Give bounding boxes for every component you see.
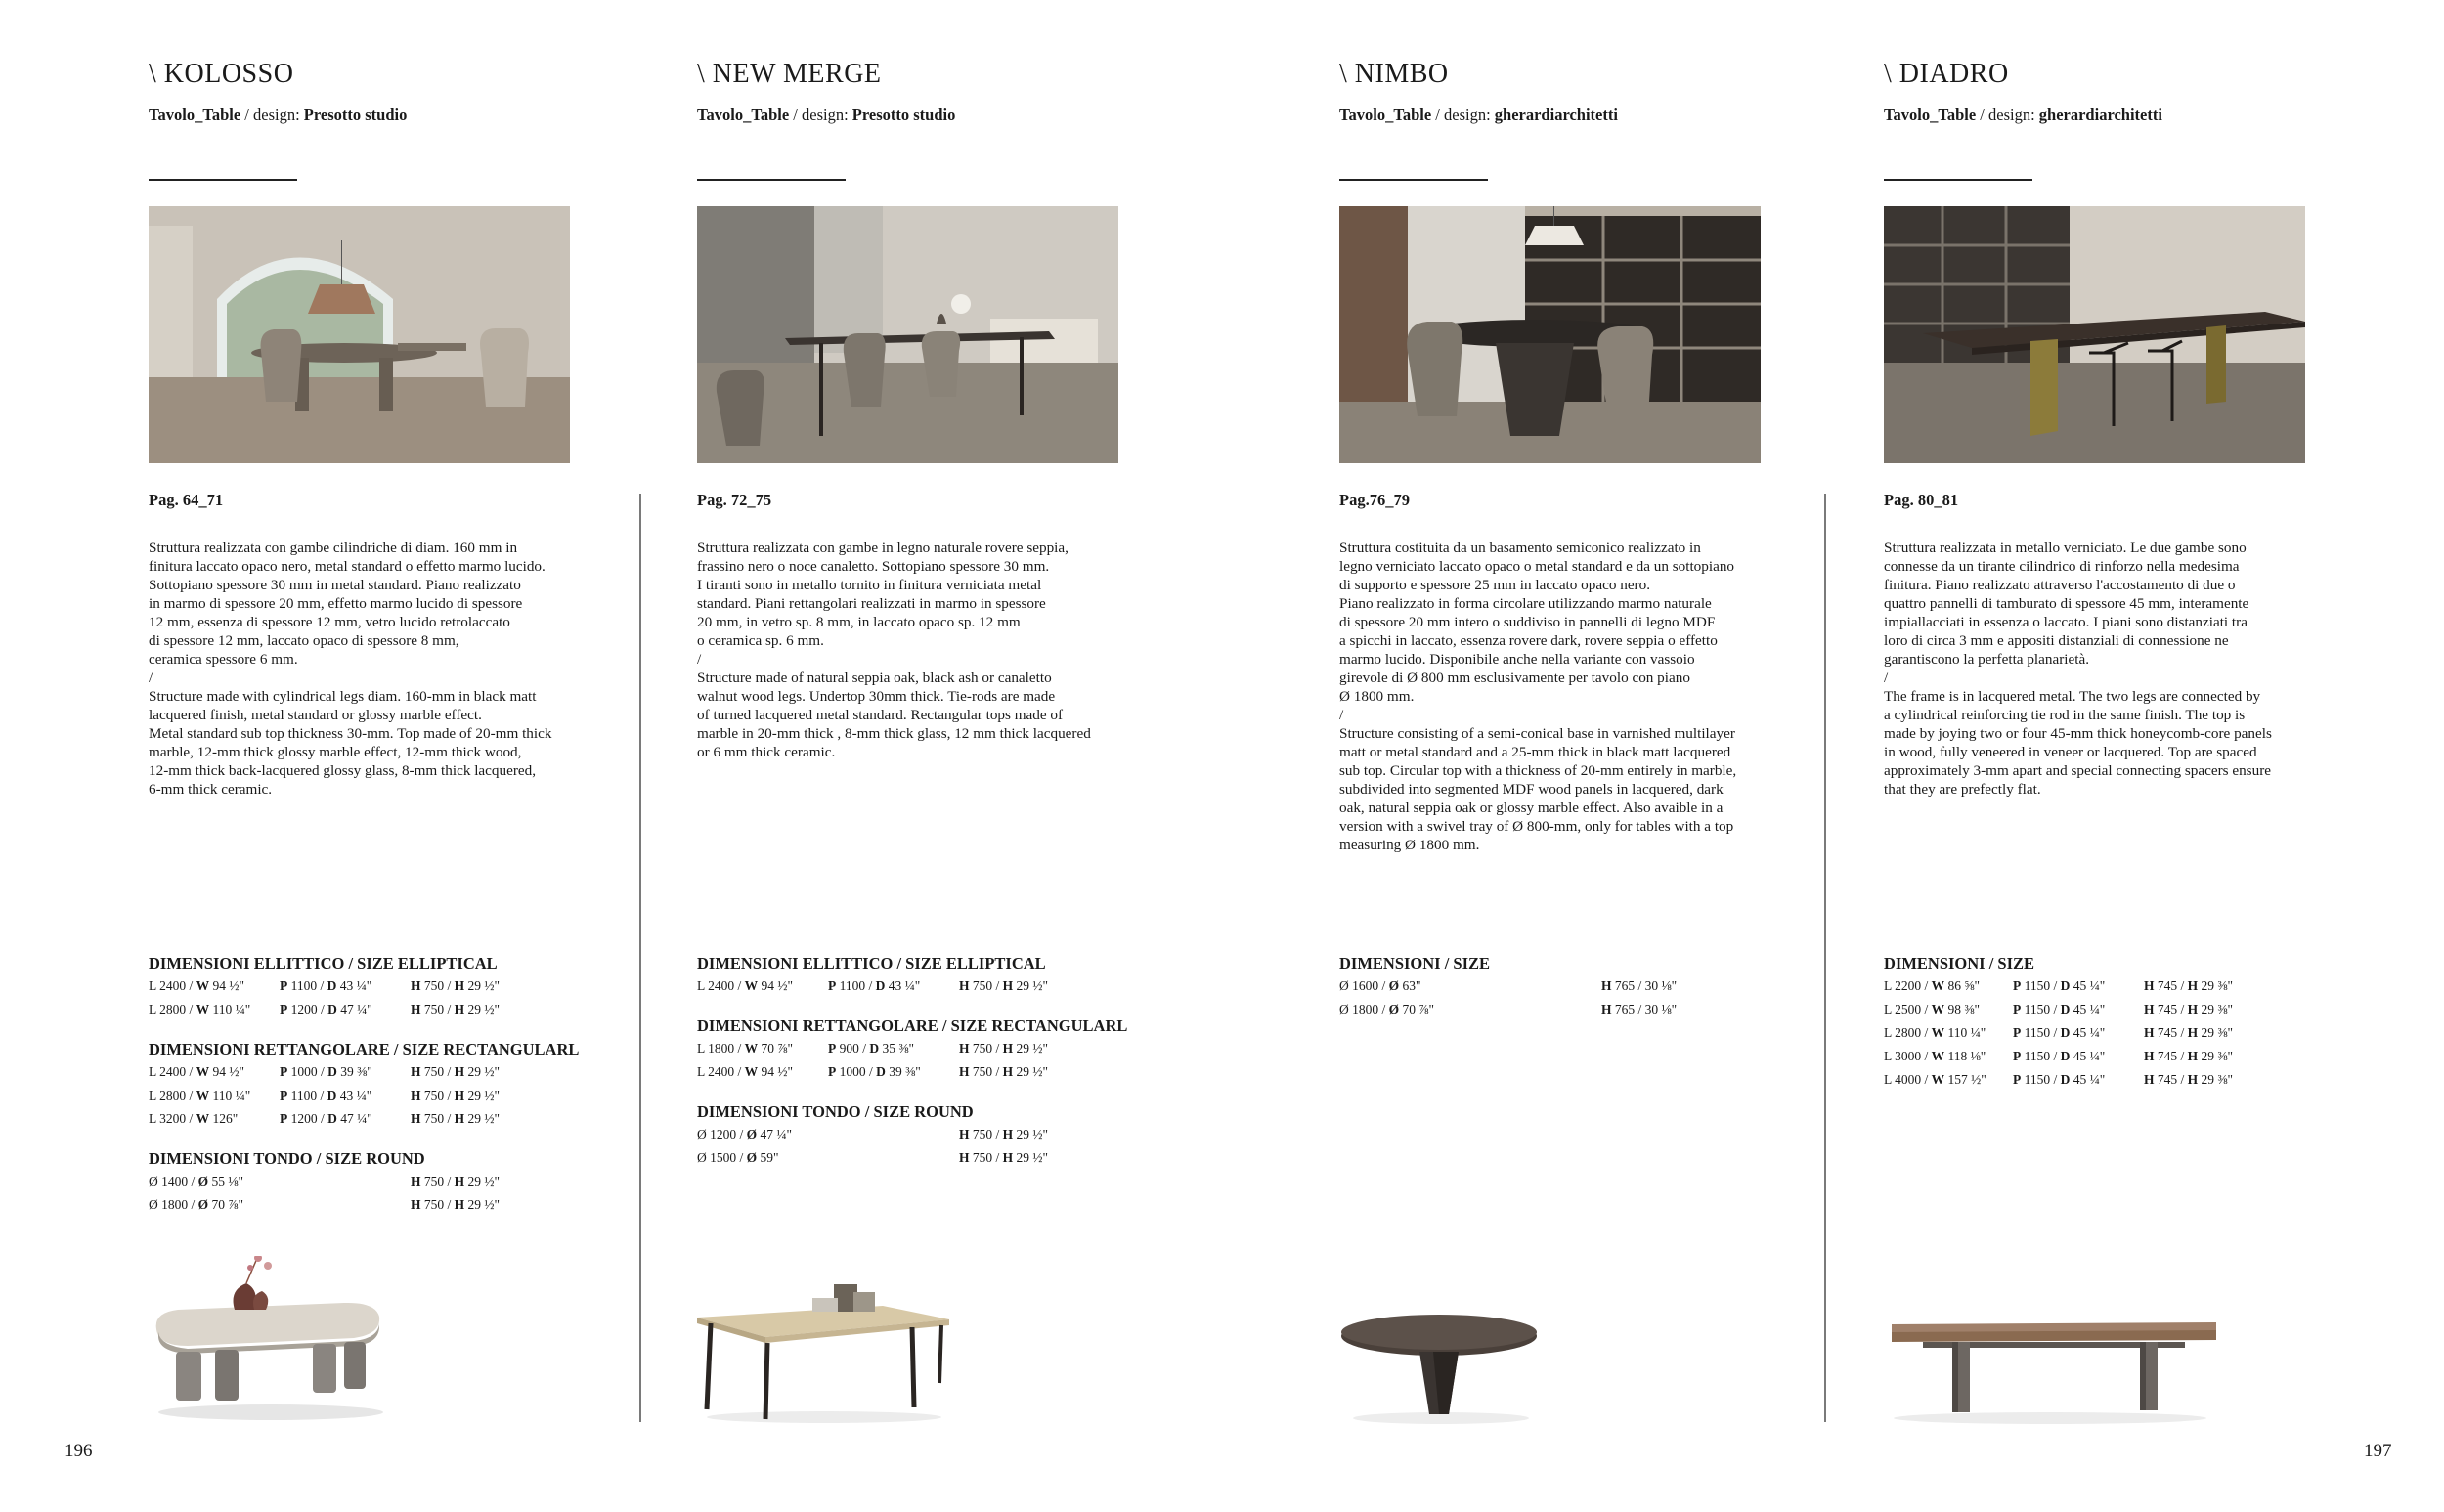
dimension-value: P 1100 / D 43 ¼"	[280, 1088, 372, 1102]
description	[149, 539, 618, 799]
dimension-row	[697, 1123, 1127, 1146]
dimension-row	[149, 1084, 579, 1107]
dimension-value: P 1150 / D 45 ¼"	[2013, 1025, 2106, 1040]
dimension-value: H 750 / H 29 ½"	[411, 1174, 501, 1188]
dimension-heading: DIMENSIONI TONDO / SIZE ROUND	[697, 1102, 974, 1121]
dimension-value: H 750 / H 29 ½"	[411, 1002, 501, 1016]
dimension-value: H 750 / H 29 ½"	[959, 978, 1049, 993]
dimension-value: L 2400 / W 94 ½"	[149, 1064, 245, 1079]
description-separator: /	[149, 670, 153, 686]
description-italian: Struttura realizzata con gambe cilindriche di diam. 160 mm in finitura laccato opaco nero, metal standard o effetto marmo lucido. Sottopiano spessore 30 mm in metal standard. Piano realizzato in marmo di spessore 20 mm, effetto marmo lucido di spessore 12 mm, essenza di spessore 12 mm, vetro lucido retrolaccato di spessore 12 mm, laccato opaco di spessore 8 mm, ceramica spessore 6 mm.	[149, 540, 546, 668]
page-number-right: 197	[2364, 1441, 2392, 1461]
dimension-value: H 750 / H 29 ½"	[411, 1088, 501, 1102]
dimension-value: H 745 / H 29 ⅜"	[2144, 978, 2234, 993]
dimension-row	[149, 1060, 579, 1084]
title-rule	[149, 179, 297, 181]
product-subtitle: Tavolo_Table / design: Presotto studio	[149, 106, 408, 124]
dimension-value: L 4000 / W 157 ½"	[1884, 1072, 1986, 1087]
product-subtitle: Tavolo_Table / design: gherardiarchitetti	[1884, 106, 2162, 124]
dimension-value: L 3200 / W 126"	[149, 1111, 239, 1126]
dimension-value: Ø 1800 / Ø 70 ⅞"	[149, 1197, 244, 1212]
page-reference: Pag.76_79	[1339, 491, 1410, 509]
dimension-value: H 765 / 30 ⅛"	[1601, 978, 1678, 993]
description-english: The frame is in lacquered metal. The two legs are connected by a cylindrical reinforcing tie rod in the same finish. The top is made by joying two or four 45-mm thick honeycomb-core panels in wood, fully veneered in veneer or lacquered. Top are spaced approximately 3-mm apart and special connecting spacers ensure that they are prefectly flat.	[1884, 688, 2272, 798]
dimension-row	[697, 974, 1127, 998]
page-number-left: 196	[65, 1441, 93, 1461]
description-english: Structure made with cylindrical legs diam. 160-mm in black matt lacquered finish, metal standard or glossy marble effect. Metal standard sub top thickness 30-mm. Top made of 20-mm thick marble, 12-mm thick glossy marble effect, 12-mm thick wood, 12-mm thick back-lacquered glossy glass, 8-mm thick lacquered, 6-mm thick ceramic.	[149, 688, 552, 798]
dimension-value: Ø 1600 / Ø 63"	[1339, 978, 1421, 993]
dimension-value: P 1200 / D 47 ¼"	[280, 1002, 372, 1016]
dimension-value: L 2200 / W 86 ⅝"	[1884, 978, 1981, 993]
product-kolosso	[149, 0, 628, 1512]
dimension-value: Ø 1500 / Ø 59"	[697, 1150, 779, 1165]
dimension-value: H 745 / H 29 ⅜"	[2144, 1002, 2234, 1016]
dimension-value: P 1150 / D 45 ¼"	[2013, 1049, 2106, 1063]
description-italian: Struttura costituita da un basamento semiconico realizzato in legno verniciato laccato opaco o metal standard e da un sottopiano di supporto e spessore 25 mm in laccato opaco nero. Piano realizzato in forma circolare utilizzando marmo naturale di spessore 20 mm intero o suddiviso in pannelli di legno MDF a spicchi in laccato, essenza rovere dark, rovere seppia o effetto marmo lucido. Disponibile anche nella variante con vassoio girevole di Ø 800 mm esclusivamente per tavolo con piano Ø 1800 mm.	[1339, 540, 1735, 705]
dimension-group	[697, 1015, 1127, 1084]
dimension-value: H 745 / H 29 ⅜"	[2144, 1025, 2234, 1040]
title-rule	[697, 179, 846, 181]
dimension-row	[697, 1060, 1127, 1084]
product-subtitle: Tavolo_Table / design: gherardiarchitetti	[1339, 106, 1618, 124]
dimension-value: P 1150 / D 45 ¼"	[2013, 978, 2106, 993]
dimension-row	[1884, 1021, 2234, 1045]
dimension-group	[149, 1148, 579, 1217]
title-rule	[1339, 179, 1488, 181]
ambient-photo	[697, 206, 1118, 463]
dimension-value: L 3000 / W 118 ⅛"	[1884, 1049, 1986, 1063]
dimensions	[1339, 953, 1678, 1039]
ambient-photo	[1884, 206, 2305, 463]
dimension-value: H 750 / H 29 ½"	[411, 1111, 501, 1126]
dimension-value: H 750 / H 29 ½"	[411, 1197, 501, 1212]
dimension-group	[149, 1039, 579, 1131]
dimension-value: P 1100 / D 43 ¼"	[280, 978, 372, 993]
description-separator: /	[1884, 670, 1889, 686]
dimension-row	[1884, 974, 2234, 998]
product-photo-new-merge	[697, 1271, 961, 1427]
dimension-value: Ø 1200 / Ø 47 ¼"	[697, 1127, 793, 1142]
dimension-row	[697, 1146, 1127, 1170]
dimensions	[697, 953, 1127, 1188]
product-subtitle: Tavolo_Table / design: Presotto studio	[697, 106, 956, 124]
description-separator: /	[697, 651, 702, 668]
page-reference: Pag. 80_81	[1884, 491, 1959, 509]
dimension-value: L 2400 / W 94 ½"	[697, 978, 794, 993]
dimension-value: L 2400 / W 94 ½"	[149, 978, 245, 993]
dimension-row	[1884, 998, 2234, 1021]
dimension-heading: DIMENSIONI / SIZE	[1884, 954, 2035, 972]
dimension-group	[697, 953, 1127, 998]
product-photo-nimbo	[1339, 1305, 1545, 1427]
dimension-value: P 1200 / D 47 ¼"	[280, 1111, 372, 1126]
dimension-row	[1339, 998, 1678, 1021]
dimension-heading: DIMENSIONI ELLITTICO / SIZE ELLIPTICAL	[149, 954, 498, 972]
dimension-value: P 1150 / D 45 ¼"	[2013, 1072, 2106, 1087]
dimension-value: H 750 / H 29 ½"	[959, 1150, 1049, 1165]
dimension-row	[149, 1107, 579, 1131]
dimension-value: L 2500 / W 98 ⅜"	[1884, 1002, 1981, 1016]
dimension-value: P 900 / D 35 ⅜"	[828, 1041, 915, 1056]
dimension-row	[1339, 974, 1678, 998]
dimension-row	[149, 998, 579, 1021]
product-new-merge	[697, 0, 1186, 1512]
dimension-value: H 750 / H 29 ½"	[411, 978, 501, 993]
dimension-row	[1884, 1068, 2234, 1092]
page-reference: Pag. 72_75	[697, 491, 772, 509]
dimension-heading: DIMENSIONI RETTANGOLARE / SIZE RECTANGULARL	[149, 1040, 580, 1058]
column-divider	[1824, 494, 1826, 1422]
dimension-heading: DIMENSIONI RETTANGOLARE / SIZE RECTANGULARL	[697, 1016, 1128, 1035]
description	[697, 539, 1166, 761]
dimension-value: L 2800 / W 110 ¼"	[1884, 1025, 1986, 1040]
dimension-group	[1884, 953, 2234, 1092]
description-italian: Struttura realizzata con gambe in legno naturale rovere seppia, frassino nero o noce canaletto. Sottopiano spessore 30 mm. I tiranti sono in metallo tornito in finitura verniciata metal standard. Piani rettangolari realizzati in marmo in spessore 20 mm, in vetro sp. 8 mm, in laccato opaco sp. 12 mm o ceramica sp. 6 mm.	[697, 540, 1069, 649]
description-italian: Struttura realizzata in metallo verniciato. Le due gambe sono connesse da un tirante cilindrico di rinforzo nella medesima finitura. Piano realizzato attraverso l'accostamento di due o quattro pannelli di tamburato di spessore 45 mm, interamente impiallacciati in essenza o laccato. I piani sono distanziati tra loro di circa 3 mm e appositi distanziali di connessione ne garantiscono la perfetta planarietà.	[1884, 540, 2249, 668]
dimensions	[1884, 953, 2234, 1109]
description-separator: /	[1339, 707, 1344, 723]
dimension-heading: DIMENSIONI ELLITTICO / SIZE ELLIPTICAL	[697, 954, 1046, 972]
dimension-value: L 2800 / W 110 ¼"	[149, 1002, 251, 1016]
product-title: \ NIMBO	[1339, 59, 1449, 89]
page-reference: Pag. 64_71	[149, 491, 224, 509]
dimension-value: H 745 / H 29 ⅜"	[2144, 1049, 2234, 1063]
dimension-heading: DIMENSIONI TONDO / SIZE ROUND	[149, 1149, 425, 1168]
dimension-value: P 1100 / D 43 ¼"	[828, 978, 921, 993]
column-divider	[639, 494, 641, 1422]
dimension-value: Ø 1400 / Ø 55 ⅛"	[149, 1174, 244, 1188]
product-diadro	[1884, 0, 2334, 1512]
dimension-value: L 1800 / W 70 ⅞"	[697, 1041, 794, 1056]
description-english: Structure made of natural seppia oak, black ash or canaletto walnut wood legs. Undertop 30mm thick. Tie-rods are made of turned lacquered metal standard. Rectangular tops made of marble in 20-mm thick , 8-mm thick glass, 12 mm thick lacquered or 6 mm thick ceramic.	[697, 670, 1091, 760]
dimensions	[149, 953, 579, 1234]
dimension-value: L 2400 / W 94 ½"	[697, 1064, 794, 1079]
title-rule	[1884, 179, 2032, 181]
dimension-group	[149, 953, 579, 1021]
product-photo-diadro	[1884, 1315, 2226, 1427]
dimension-value: P 1000 / D 39 ⅜"	[280, 1064, 372, 1079]
description-english: Structure consisting of a semi-conical base in varnished multilayer matt or metal standard and a 25-mm thick in black matt lacquered sub top. Circular top with a thickness of 20-mm entirely in marble, subdivided into segmented MDF wood panels in lacquered, dark oak, natural seppia oak or glossy marble effect. Also avaible in a version with a swivel tray of Ø 800-mm, only for tables with a top measuring Ø 1800 mm.	[1339, 725, 1737, 853]
dimension-row	[149, 1193, 579, 1217]
dimension-row	[149, 974, 579, 998]
ambient-photo	[149, 206, 570, 463]
dimension-value: P 1000 / D 39 ⅜"	[828, 1064, 921, 1079]
ambient-photo	[1339, 206, 1761, 463]
description	[1339, 539, 1809, 854]
dimension-group	[1339, 953, 1678, 1021]
dimension-row	[697, 1037, 1127, 1060]
description	[1884, 539, 2353, 799]
product-title: \ KOLOSSO	[149, 59, 294, 89]
product-nimbo	[1339, 0, 1799, 1512]
dimension-value: H 765 / 30 ⅛"	[1601, 1002, 1678, 1016]
dimension-value: H 750 / H 29 ½"	[959, 1064, 1049, 1079]
product-title: \ NEW MERGE	[697, 59, 882, 89]
dimension-value: H 745 / H 29 ⅜"	[2144, 1072, 2234, 1087]
dimension-value: Ø 1800 / Ø 70 ⅞"	[1339, 1002, 1435, 1016]
dimension-value: P 1150 / D 45 ¼"	[2013, 1002, 2106, 1016]
dimension-value: H 750 / H 29 ½"	[959, 1127, 1049, 1142]
product-photo-kolosso	[149, 1256, 403, 1422]
dimension-value: L 2800 / W 110 ¼"	[149, 1088, 251, 1102]
product-title: \ DIADRO	[1884, 59, 2009, 89]
dimension-heading: DIMENSIONI / SIZE	[1339, 954, 1491, 972]
dimension-value: H 750 / H 29 ½"	[959, 1041, 1049, 1056]
dimension-group	[697, 1102, 1127, 1170]
dimension-row	[149, 1170, 579, 1193]
dimension-row	[1884, 1045, 2234, 1068]
dimension-value: H 750 / H 29 ½"	[411, 1064, 501, 1079]
